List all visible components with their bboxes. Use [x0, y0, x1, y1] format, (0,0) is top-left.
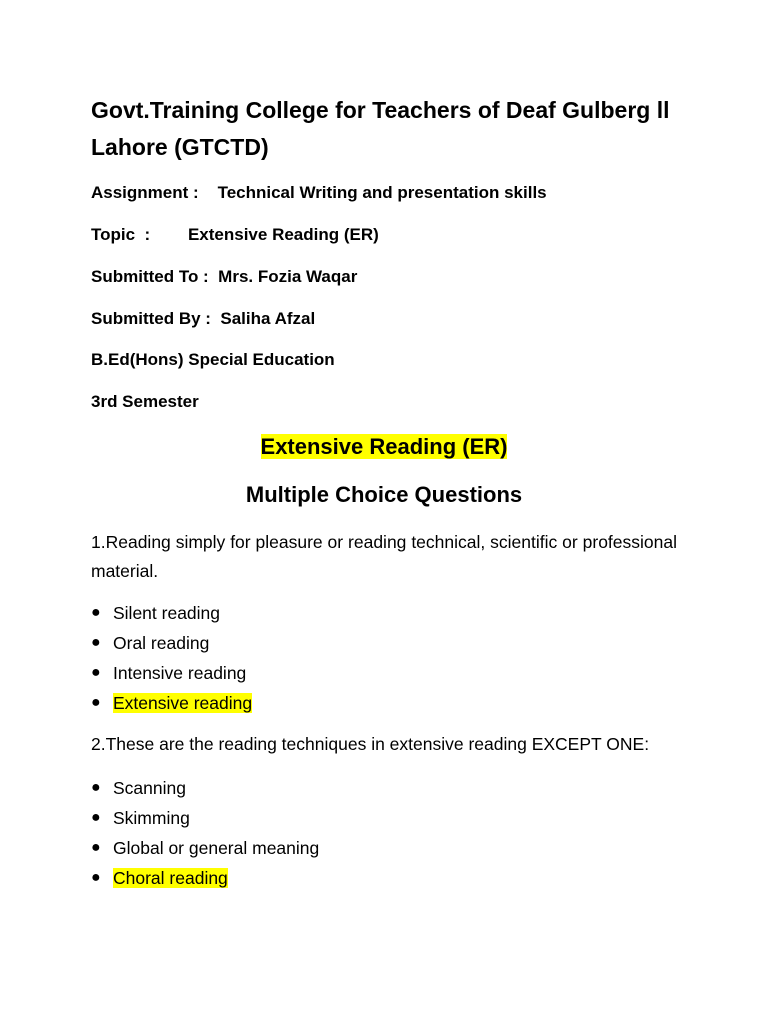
- question-2: 2.These are the reading techniques in extensive reading EXCEPT ONE:: [91, 734, 650, 754]
- main-heading: [0, 432, 768, 462]
- bullet-icon: ●: [91, 604, 101, 621]
- option-text: Oral reading: [113, 633, 210, 653]
- option-item: [91, 628, 252, 658]
- program-line: B.Ed(Hons) Special Education: [91, 350, 335, 369]
- document-title: Govt.Training College for Teachers of Deaf Gulberg ll Lahore (GTCTD): [91, 97, 670, 160]
- question-1: 1.Reading simply for pleasure or reading technical, scientific or professional material.: [91, 532, 677, 581]
- option-text: Global or general meaning: [113, 838, 320, 858]
- option-item: [91, 803, 319, 833]
- bullet-icon: ●: [91, 634, 101, 651]
- bullet-icon: ●: [91, 664, 101, 681]
- option-text: Intensive reading: [113, 663, 247, 683]
- option-item: [91, 658, 252, 688]
- assignment-line: Assignment : Technical Writing and presentation skills: [91, 183, 547, 202]
- option-item: [91, 598, 252, 628]
- option-text: Scanning: [113, 778, 186, 798]
- option-text-highlighted: Choral reading: [113, 868, 228, 888]
- question-1-options: [91, 598, 252, 718]
- bullet-icon: ●: [91, 869, 101, 886]
- option-text: Skimming: [113, 808, 190, 828]
- bullet-icon: ●: [91, 809, 101, 826]
- bullet-icon: ●: [91, 779, 101, 796]
- option-item: [91, 773, 319, 803]
- option-text-highlighted: Extensive reading: [113, 693, 253, 713]
- submitted-to-line: Submitted To : Mrs. Fozia Waqar: [91, 267, 358, 286]
- sub-heading: Multiple Choice Questions: [245, 482, 523, 507]
- submitted-by-line: Submitted By : Saliha Afzal: [91, 309, 316, 328]
- option-text: Silent reading: [113, 603, 221, 623]
- bullet-icon: ●: [91, 839, 101, 856]
- topic-line: Topic : Extensive Reading (ER): [91, 225, 379, 244]
- bullet-icon: ●: [91, 694, 101, 711]
- main-heading-text: Extensive Reading (ER): [260, 434, 508, 459]
- semester-line: 3rd Semester: [91, 392, 199, 411]
- option-item-answer: [91, 863, 319, 893]
- question-2-options: [91, 773, 319, 893]
- option-item-answer: [91, 688, 252, 718]
- option-item: [91, 833, 319, 863]
